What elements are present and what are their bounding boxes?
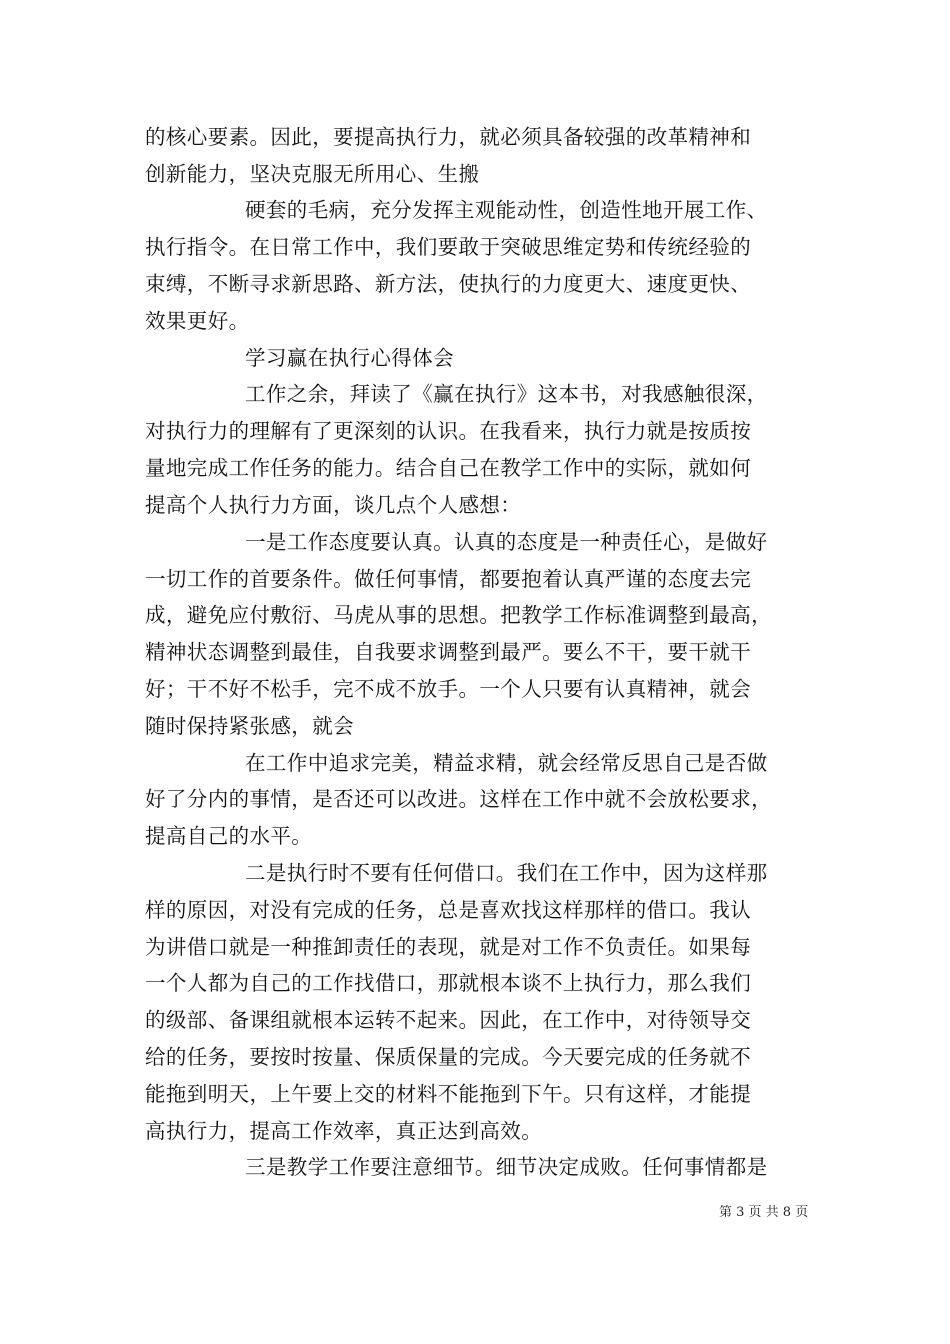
paragraph-line: 的核心要素。因此，要提高执行力，就必须具备较强的改革精神和 [145,125,752,149]
page-number-footer: 第 3 页 共 8 页 [719,1205,809,1220]
paragraph-line: 一个人都为自己的工作找借口，那就根本谈不上执行力，那么我们 [145,971,752,995]
paragraph-line: 随时保持紧张感，就会 [145,714,354,738]
paragraph-line: 束缚，不断寻求新思路、新方法，使执行的力度更大、速度更快、 [145,272,752,296]
paragraph-line: 效果更好。 [145,309,250,333]
paragraph-line: 为讲借口就是一种推卸责任的表现，就是对工作不负责任。如果每 [145,935,752,959]
paragraph-line: 执行指令。在日常工作中，我们要敢于突破思维定势和传统经验的 [145,235,752,259]
paragraph-line: 的级部、备课组就根本运转不起来。因此，在工作中，对待领导交 [145,1008,752,1032]
paragraph-line: 提高个人执行力方面，谈几点个人感想： [145,493,522,517]
paragraph-line: 提高自己的水平。 [145,824,313,848]
paragraph-line: 能拖到明天，上午要上交的材料不能拖到下午。只有这样，才能提 [145,1082,752,1106]
paragraph-line: 创新能力，坚决克服无所用心、生搬 [145,162,480,186]
paragraph-line: 样的原因，对没有完成的任务，总是喜欢找这样那样的借口。我认 [145,898,752,922]
paragraph-line: 高执行力，提高工作效率，真正达到高效。 [145,1119,543,1143]
paragraph-line: 给的任务，要按时按量、保质保量的完成。今天要完成的任务就不 [145,1045,752,1069]
paragraph-line: 二是执行时不要有任何借口。我们在工作中，因为这样那 [245,861,768,885]
section-heading: 学习赢在执行心得体会 [245,346,454,370]
paragraph-line: 一是工作态度要认真。认真的态度是一种责任心，是做好 [245,530,768,554]
paragraph-line: 成，避免应付敷衍、马虎从事的思想。把教学工作标准调整到最高， [145,603,772,627]
paragraph-line: 在工作中追求完美，精益求精，就会经常反思自己是否做 [245,751,768,775]
paragraph-line: 硬套的毛病，充分发挥主观能动性，创造性地开展工作、 [245,198,768,222]
paragraph-line: 好；干不好不松手，完不成不放手。一个人只要有认真精神，就会 [145,677,752,701]
paragraph-line: 好了分内的事情，是否还可以改进。这样在工作中就不会放松要求， [145,787,772,811]
paragraph-line: 精神状态调整到最佳，自我要求调整到最严。要么不干，要干就干 [145,640,752,664]
paragraph-line: 一切工作的首要条件。做任何事情，都要抱着认真严谨的态度去完 [145,567,752,591]
paragraph-line: 工作之余，拜读了《赢在执行》这本书，对我感触很深， [245,382,768,406]
paragraph-line: 三是教学工作要注意细节。细节决定成败。任何事情都是 [245,1155,768,1179]
paragraph-line: 量地完成工作任务的能力。结合自己在教学工作中的实际，就如何 [145,456,752,480]
paragraph-line: 对执行力的理解有了更深刻的认识。在我看来，执行力就是按质按 [145,419,752,443]
